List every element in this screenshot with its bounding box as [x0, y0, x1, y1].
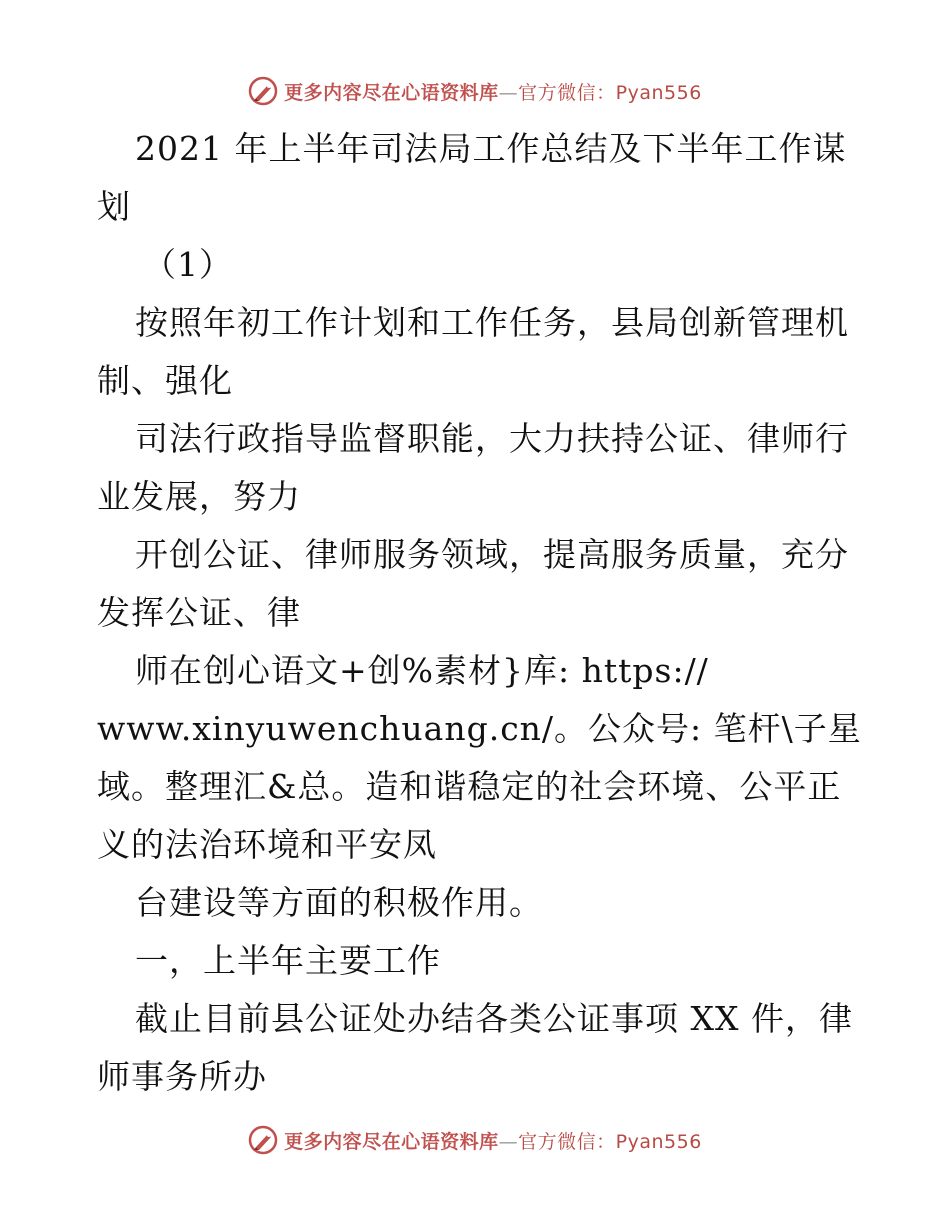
banner-wechat-text: 官方微信：Pyan556	[518, 1130, 702, 1153]
paragraph-line: 按照年初工作计划和工作任务，县局创新管理机	[135, 303, 849, 342]
banner-text	[284, 1127, 702, 1154]
banner-text	[284, 78, 702, 105]
pen-logo-icon	[248, 1125, 278, 1155]
paragraph-line: 截止目前县公证处办结各类公证事项 XX 件，律	[135, 999, 853, 1038]
document-title-line-2: 划	[97, 187, 131, 226]
banner-separator: —	[498, 1130, 519, 1153]
paragraph-line: 义的法治环境和平安凤	[97, 825, 437, 864]
paragraph-line: 业发展，努力	[97, 477, 301, 516]
paragraph-line: 台建设等方面的积极作用。	[135, 883, 543, 922]
paragraph-line: 司法行政指导监督职能，大力扶持公证、律师行	[135, 419, 849, 458]
paragraph-line: 域。整理汇&总。造和谐稳定的社会环境、公平正	[97, 767, 842, 806]
document-title-line-1: 2021 年上半年司法局工作总结及下半年工作谋	[135, 129, 847, 168]
paragraph-line: www.xinyuwenchuang.cn/。公众号: 笔杆\子星	[97, 709, 862, 748]
section-number: （1）	[143, 245, 233, 284]
footer-banner	[0, 1120, 950, 1160]
paragraph-line: 师事务所办	[97, 1057, 267, 1096]
paragraph-line: 发挥公证、律	[97, 593, 301, 632]
banner-separator: —	[498, 81, 519, 104]
section-heading: 一，上半年主要工作	[135, 941, 441, 980]
banner-site-text: 更多内容尽在心语资料库	[284, 1130, 499, 1153]
document-body	[97, 120, 862, 1106]
paragraph-line: 开创公证、律师服务领域，提高服务质量，充分	[135, 535, 849, 574]
paragraph-line: 师在创心语文+创%素材}库: https://	[135, 651, 709, 690]
banner-site-text: 更多内容尽在心语资料库	[284, 81, 499, 104]
paragraph-line: 制、强化	[97, 361, 233, 400]
banner-wechat-text: 官方微信：Pyan556	[518, 81, 702, 104]
header-banner	[0, 71, 950, 111]
pen-logo-icon	[248, 76, 278, 106]
